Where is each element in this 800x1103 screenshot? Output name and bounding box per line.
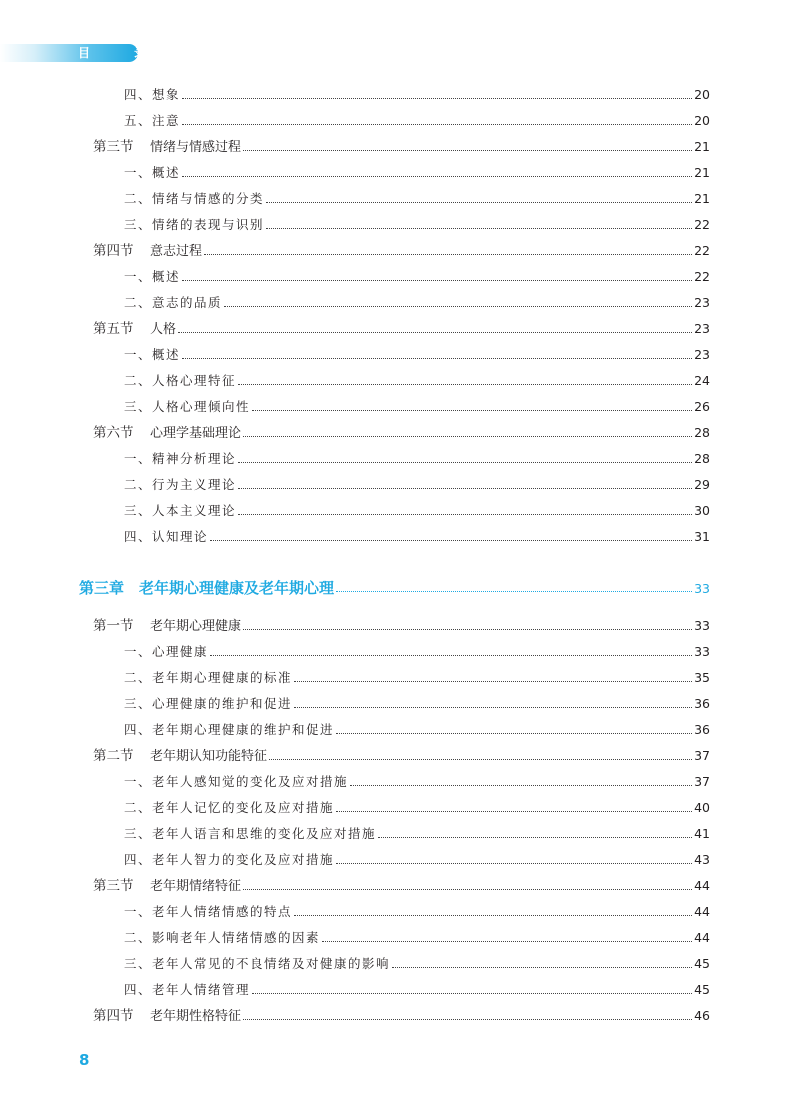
- page-ref: 33: [694, 581, 710, 596]
- toc-section[interactable]: [93, 421, 710, 445]
- toc-item[interactable]: [124, 265, 710, 289]
- section-number: 第五节: [93, 321, 134, 337]
- item-title: 二、老年人记忆的变化及应对措施: [124, 800, 335, 815]
- page-ref: 29: [694, 477, 710, 492]
- section-number: 第三节: [93, 139, 134, 155]
- dot-leader: [252, 992, 692, 994]
- page-ref: 36: [694, 696, 710, 711]
- section-number: 第六节: [93, 425, 134, 441]
- page-ref: 21: [694, 139, 710, 154]
- toc-item[interactable]: [124, 83, 710, 107]
- section-title: 老年期情绪特征: [150, 879, 242, 894]
- item-title: 二、老年期心理健康的标准: [124, 670, 293, 685]
- toc-section[interactable]: [93, 239, 710, 263]
- section-title: 心理学基础理论: [150, 426, 242, 441]
- page-ref: 44: [694, 904, 710, 919]
- toc-section[interactable]: [93, 317, 710, 341]
- toc-item[interactable]: [124, 692, 710, 716]
- page-ref: 44: [694, 930, 710, 945]
- toc-item[interactable]: [124, 291, 710, 315]
- section-number: 第四节: [93, 1008, 134, 1024]
- page-ref: 20: [694, 87, 710, 102]
- dot-leader: [269, 758, 692, 760]
- dot-leader: [243, 628, 692, 630]
- page-ref: 26: [694, 399, 710, 414]
- toc-section[interactable]: [93, 744, 710, 768]
- toc-item[interactable]: [124, 343, 710, 367]
- dot-leader: [210, 539, 692, 541]
- dot-leader: [182, 279, 692, 281]
- item-title: 一、心理健康: [124, 644, 209, 659]
- item-title: 三、老年人语言和思维的变化及应对措施: [124, 826, 377, 841]
- dot-leader: [378, 836, 692, 838]
- item-title: 一、精神分析理论: [124, 451, 237, 466]
- page-ref: 23: [694, 321, 710, 336]
- dot-leader: [294, 706, 692, 708]
- toc-item[interactable]: [124, 952, 710, 976]
- page-ref: 21: [694, 165, 710, 180]
- page-ref: 30: [694, 503, 710, 518]
- section-title: 意志过程: [150, 244, 203, 259]
- page-ref: 28: [694, 425, 710, 440]
- toc-item[interactable]: [124, 109, 710, 133]
- toc-item[interactable]: [124, 525, 710, 549]
- item-title: 一、概述: [124, 165, 181, 180]
- page-ref: 45: [694, 982, 710, 997]
- header-label: 目 录: [78, 46, 167, 60]
- toc-item[interactable]: [124, 499, 710, 523]
- toc-item[interactable]: [124, 213, 710, 237]
- page-ref: 46: [694, 1008, 710, 1023]
- toc-item[interactable]: [124, 447, 710, 471]
- item-title: 四、老年人智力的变化及应对措施: [124, 852, 335, 867]
- dot-leader: [392, 966, 692, 968]
- dot-leader: [243, 1018, 692, 1020]
- item-title: 二、意志的品质: [124, 295, 223, 310]
- item-title: 一、老年人感知觉的变化及应对措施: [124, 774, 349, 789]
- page-ref: 22: [694, 217, 710, 232]
- toc-chapter[interactable]: [79, 576, 710, 600]
- item-title: 二、影响老年人情绪情感的因素: [124, 930, 321, 945]
- item-title: 三、人格心理倾向性: [124, 399, 251, 414]
- item-title: 三、老年人常见的不良情绪及对健康的影响: [124, 956, 391, 971]
- section-number: 第一节: [93, 618, 134, 634]
- toc-section[interactable]: [93, 135, 710, 159]
- section-number: 第三节: [93, 878, 134, 894]
- item-title: 四、老年期心理健康的维护和促进: [124, 722, 335, 737]
- page-ref: 36: [694, 722, 710, 737]
- dot-leader: [243, 435, 692, 437]
- item-title: 三、人本主义理论: [124, 503, 237, 518]
- dot-leader: [224, 305, 692, 307]
- dot-leader: [182, 123, 692, 125]
- dot-leader: [243, 888, 692, 890]
- page-number: 8: [79, 1051, 90, 1069]
- page-ref: 23: [694, 347, 710, 362]
- section-title: 老年期性格特征: [150, 1009, 242, 1024]
- toc-item[interactable]: [124, 926, 710, 950]
- item-title: 四、老年人情绪管理: [124, 982, 251, 997]
- item-title: 二、情绪与情感的分类: [124, 191, 265, 206]
- toc-section[interactable]: [93, 1004, 710, 1028]
- toc-item[interactable]: [124, 473, 710, 497]
- dot-leader: [266, 201, 692, 203]
- page-ref: 24: [694, 373, 710, 388]
- toc-item[interactable]: [124, 369, 710, 393]
- item-title: 一、概述: [124, 347, 181, 362]
- section-title: 情绪与情感过程: [150, 140, 242, 155]
- toc-item[interactable]: [124, 978, 710, 1002]
- section-number: 第四节: [93, 243, 134, 259]
- section-title: 老年期认知功能特征: [150, 749, 268, 764]
- item-title: 二、行为主义理论: [124, 477, 237, 492]
- dot-leader: [252, 409, 692, 411]
- page-ref: 35: [694, 670, 710, 685]
- toc-item[interactable]: [124, 822, 710, 846]
- dot-leader: [243, 149, 692, 151]
- page-ref: 44: [694, 878, 710, 893]
- item-title: 四、认知理论: [124, 529, 209, 544]
- item-title: 五、注意: [124, 113, 181, 128]
- dot-leader: [238, 383, 692, 385]
- dot-leader: [182, 97, 692, 99]
- page-ref: 28: [694, 451, 710, 466]
- page-ref: 33: [694, 618, 710, 633]
- toc-item[interactable]: [124, 770, 710, 794]
- page-ref: 37: [694, 748, 710, 763]
- page-ref: 22: [694, 243, 710, 258]
- dot-leader: [204, 253, 692, 255]
- section-title: 人格: [150, 322, 177, 337]
- page-ref: 33: [694, 644, 710, 659]
- dot-leader: [238, 513, 692, 515]
- toc-item[interactable]: [124, 848, 710, 872]
- item-title: 二、人格心理特征: [124, 373, 237, 388]
- dot-leader: [350, 784, 692, 786]
- chapter-title: 老年期心理健康及老年期心理: [139, 579, 335, 597]
- toc-item[interactable]: [124, 161, 710, 185]
- toc-item[interactable]: [124, 666, 710, 690]
- page-ref: 37: [694, 774, 710, 789]
- toc-item[interactable]: [124, 900, 710, 924]
- dot-leader: [238, 487, 692, 489]
- dot-leader: [178, 331, 692, 333]
- page-ref: 21: [694, 191, 710, 206]
- toc-section[interactable]: [93, 614, 710, 638]
- page-ref: 43: [694, 852, 710, 867]
- dot-leader: [336, 810, 692, 812]
- header-tab: [0, 44, 167, 62]
- item-title: 三、心理健康的维护和促进: [124, 696, 293, 711]
- toc-item[interactable]: [124, 395, 710, 419]
- page-ref: 22: [694, 269, 710, 284]
- page-ref: 31: [694, 529, 710, 544]
- dot-leader: [210, 654, 692, 656]
- toc-item[interactable]: [124, 640, 710, 664]
- dot-leader: [182, 175, 692, 177]
- dot-leader: [266, 227, 692, 229]
- toc-item[interactable]: [124, 718, 710, 742]
- item-title: 一、老年人情绪情感的特点: [124, 904, 293, 919]
- page-ref: 41: [694, 826, 710, 841]
- dot-leader: [294, 680, 692, 682]
- toc-item[interactable]: [124, 796, 710, 820]
- item-title: 一、概述: [124, 269, 181, 284]
- toc-item[interactable]: [124, 187, 710, 211]
- item-title: 四、想象: [124, 87, 181, 102]
- section-title: 老年期心理健康: [150, 619, 242, 634]
- dot-leader: [336, 732, 692, 734]
- section-number: 第二节: [93, 748, 134, 764]
- item-title: 三、情绪的表现与识别: [124, 217, 265, 232]
- page-ref: 23: [694, 295, 710, 310]
- chapter-number: 第三章: [79, 579, 125, 597]
- page-ref: 20: [694, 113, 710, 128]
- dot-leader: [238, 461, 692, 463]
- dot-leader: [322, 940, 692, 942]
- dot-leader: [294, 914, 692, 916]
- dot-leader: [336, 590, 692, 592]
- page-ref: 45: [694, 956, 710, 971]
- dot-leader: [182, 357, 692, 359]
- dot-leader: [336, 862, 692, 864]
- page-ref: 40: [694, 800, 710, 815]
- toc-section[interactable]: [93, 874, 710, 898]
